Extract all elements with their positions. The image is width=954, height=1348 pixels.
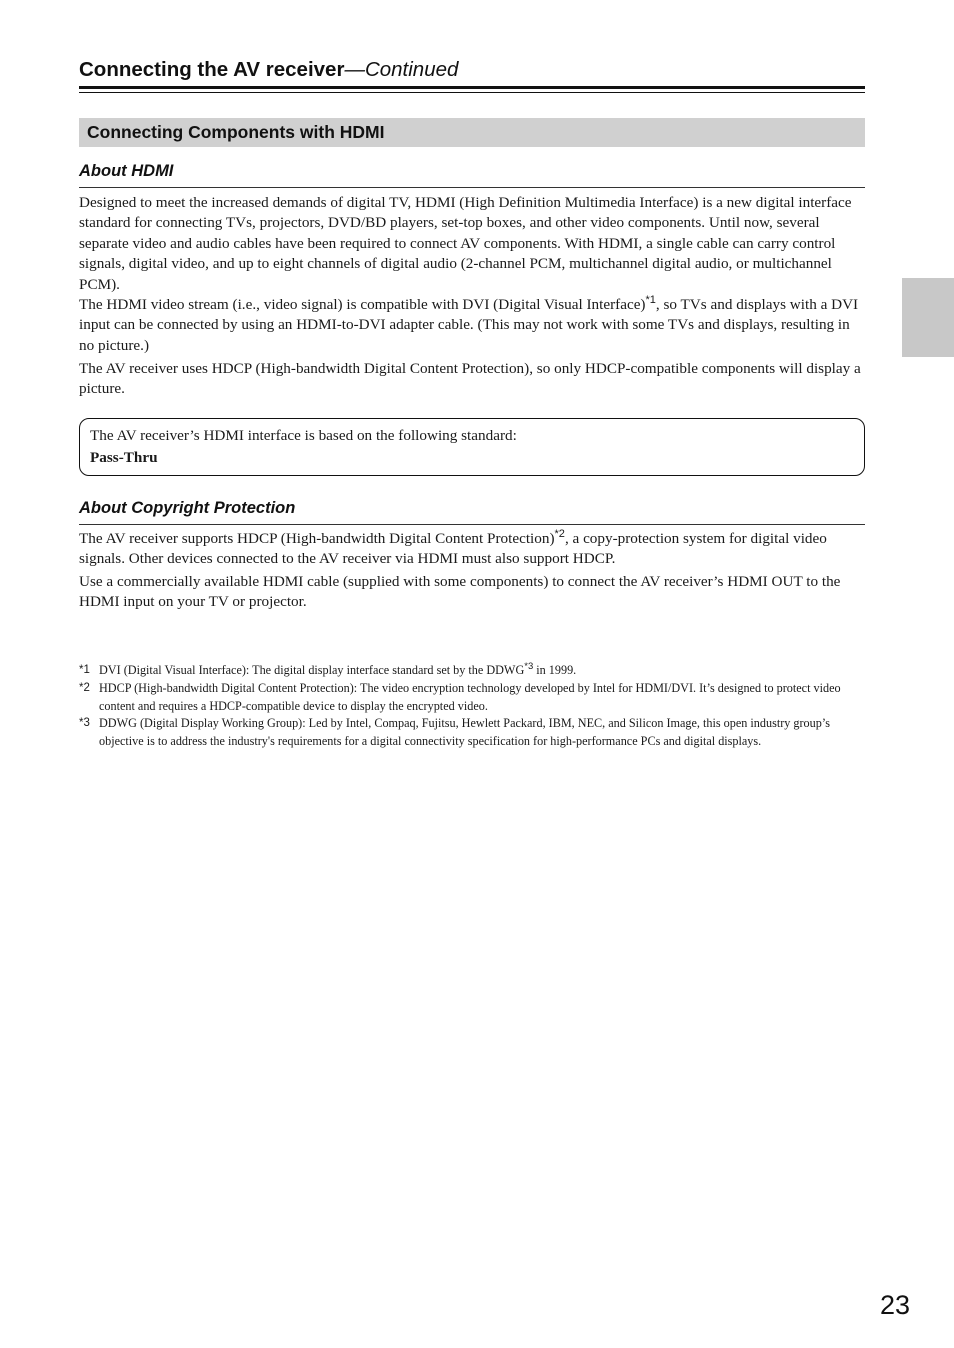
chapter-side-tab [902,278,954,357]
about-copyright-heading: About Copyright Protection [79,499,296,517]
about-hdmi-p2-text-after: , so TVs and displays with a DVI input can be connected by using an HDMI-to-DVI adapter cable. (This may not work with some TVs and displays, resulting in no picture.) [79,296,859,354]
about-copyright-p1-text-after: , a copy-protection system for digital video signals. Other devices connected to the AV receiver via HDMI must also support HDCP. [79,530,827,568]
footnote-3 [79,715,865,751]
about-hdmi-p2-text-before: The HDMI video stream (i.e., video signal) is compatible with DVI (Digital Visual Interface) [79,296,646,313]
footnote-ref-3: *3 [524,660,534,672]
footnote-ref-1: *1 [645,293,656,306]
about-hdmi-rule [79,187,865,188]
about-copyright-rule [79,524,865,525]
hdmi-standard-note-box [79,418,865,476]
footnote-2-mark: *2 [79,681,90,694]
about-copyright-p1-text-before: The AV receiver supports HDCP (High-bandwidth Digital Content Protection) [79,530,555,547]
footnote-1 [79,662,865,680]
footnote-2-text: HDCP (High-bandwidth Digital Content Protection): The video encryption technology developed by Intel for HDMI/DVI. It’s designed to protect video content and requires a HDCP-compatible device to display the encrypted video. [99,680,841,713]
footnotes [79,662,865,751]
about-hdmi-paragraph-1: Designed to meet the increased demands of digital TV, HDMI (High Definition Multimedia Interface) is a new digital interface standard for connecting TVs, projectors, DVD/BD players, set-top boxes, and other video components. Until now, several separate video and audio cables have been required to connect AV components. With HDMI, a single cable can carry control signals, digital video, and up to eight channels of digital audio (2-channel PCM, multichannel digital audio, or multichannel PCM). [79,194,852,293]
about-hdmi-paragraph-3: The AV receiver uses HDCP (High-bandwidth Digital Content Protection), so only HDCP-compatible components will display a picture. [79,360,861,398]
about-copyright-paragraph-2: Use a commercially available HDMI cable (supplied with some components) to connect the AV receiver’s HDMI OUT to the HDMI input on your TV or projector. [79,573,841,611]
note-box-standard-value: Pass-Thru [90,449,158,466]
header-continued-text: —Continued [344,58,459,81]
footnote-1-text-before: DVI (Digital Visual Interface): The digital display interface standard set by the DDWG [99,663,525,677]
footnote-ref-2: *2 [554,527,565,540]
footnote-3-mark: *3 [79,717,90,730]
header-title-text: Connecting the AV receiver [79,58,345,81]
note-box-text: The AV receiver’s HDMI interface is based on the following standard: [90,427,517,444]
page-number: 23 [879,1290,910,1320]
footnote-3-text: DDWG (Digital Display Working Group): Led by Intel, Compaq, Fujitsu, Hewlett Packard, IBM, NEC, and Silicon Image, this open industry group’s objective is to address the industry's requirements for a digital connectivity specification for high-performance PCs and digital displays. [99,716,830,749]
header-rule-thin [79,92,865,93]
header-rule-thick [79,86,865,89]
footnote-1-text-after: in 1999. [533,663,577,677]
about-copyright-paragraph-1 [79,529,865,570]
about-hdmi-heading: About HDMI [79,162,174,180]
footnote-2 [79,680,865,716]
page-header-title [79,56,865,84]
footnote-1-mark: *1 [79,664,90,676]
about-hdmi-paragraph-2 [79,295,865,356]
section-heading-bar: Connecting Components with HDMI [79,118,865,147]
